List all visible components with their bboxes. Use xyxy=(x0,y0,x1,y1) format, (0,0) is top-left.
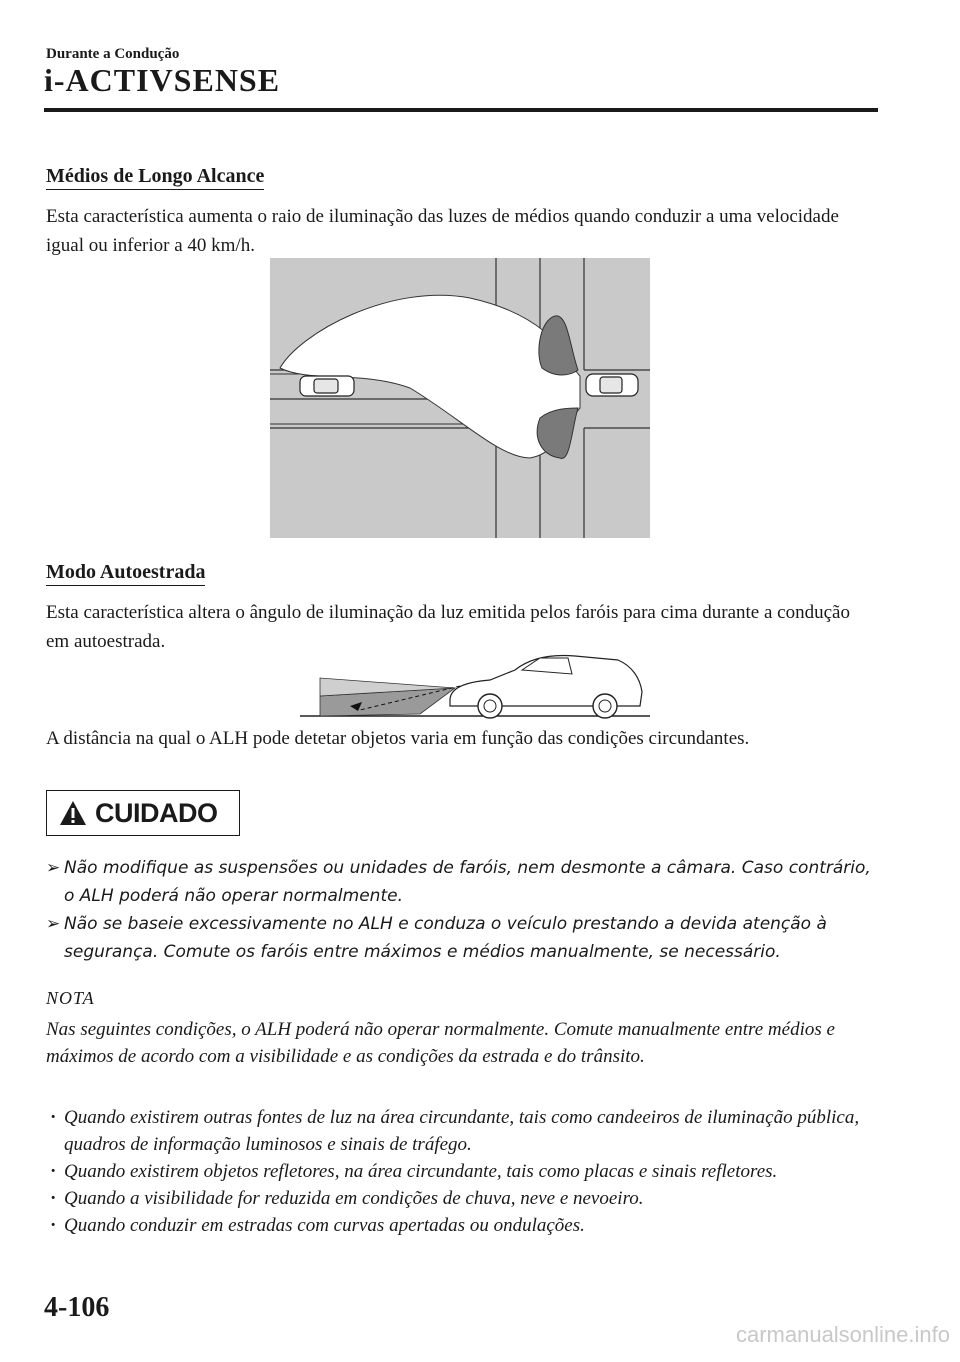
chapter-title: i-ACTIVSENSE xyxy=(44,62,281,98)
warning-triangle-icon xyxy=(59,800,87,826)
list-item: · Quando existirem outras fontes de luz na área circundante, tais como candeeiros de iluminação pública, quadros de informação luminosos e sinais de tráfego. xyxy=(46,1104,876,1158)
heading-highway: Modo Autoestrada xyxy=(46,560,205,586)
note-label: NOTA xyxy=(46,988,95,1008)
arrow-bullet-icon: ➢ xyxy=(46,858,61,878)
note-text: Nas seguintes condições, o ALH poderá não operar normalmente. Comute manualmente entre médios e máximos de acordo com a visibilidade e as condições da estrada e do trânsito. xyxy=(46,1019,835,1067)
car-icon-right xyxy=(586,374,638,396)
arrow-bullet-icon: ➢ xyxy=(46,914,61,934)
section-label: Durante a Condução xyxy=(46,46,180,62)
distance-description: A distância na qual o ALH pode detetar objetos varia em função das condições circundantes. xyxy=(46,728,750,749)
caution-item: ➢ Não se baseie excessivamente no ALH e conduza o veículo prestando a devida atenção à segurança. Comute os faróis entre máximos e médios manualmente, se necessário. xyxy=(46,910,876,966)
note-list xyxy=(46,1104,876,1239)
list-item: · Quando a visibilidade for reduzida em condições de chuva, neve e nevoeiro. xyxy=(46,1185,876,1212)
highway-mode-illustration xyxy=(300,648,650,720)
header-rule xyxy=(44,108,878,112)
intersection-illustration xyxy=(270,258,650,538)
caution-item: ➢ Não modifique as suspensões ou unidades de faróis, nem desmonte a câmara. Caso contrário, o ALH poderá não operar normalmente. xyxy=(46,854,876,910)
list-item: · Quando conduzir em estradas com curvas apertadas ou ondulações. xyxy=(46,1212,876,1239)
long-range-description: Esta característica aumenta o raio de iluminação das luzes de médios quando conduzir a uma velocidade igual ou inferior a 40 km/h. xyxy=(46,206,839,256)
car-icon-left xyxy=(300,376,354,396)
heading-long-range: Médios de Longo Alcance xyxy=(46,164,264,190)
watermark: carmanualsonline.info xyxy=(735,1322,950,1347)
highway-description: Esta característica altera o ângulo de iluminação da luz emitida pelos faróis para cima durante a condução em autoestrada. xyxy=(46,602,850,652)
caution-label: CUIDADO xyxy=(95,797,218,828)
page-number: 4-106 xyxy=(44,1292,110,1323)
caution-box xyxy=(46,790,240,836)
list-item: · Quando existirem objetos refletores, na área circundante, tais como placas e sinais refletores. xyxy=(46,1158,876,1185)
